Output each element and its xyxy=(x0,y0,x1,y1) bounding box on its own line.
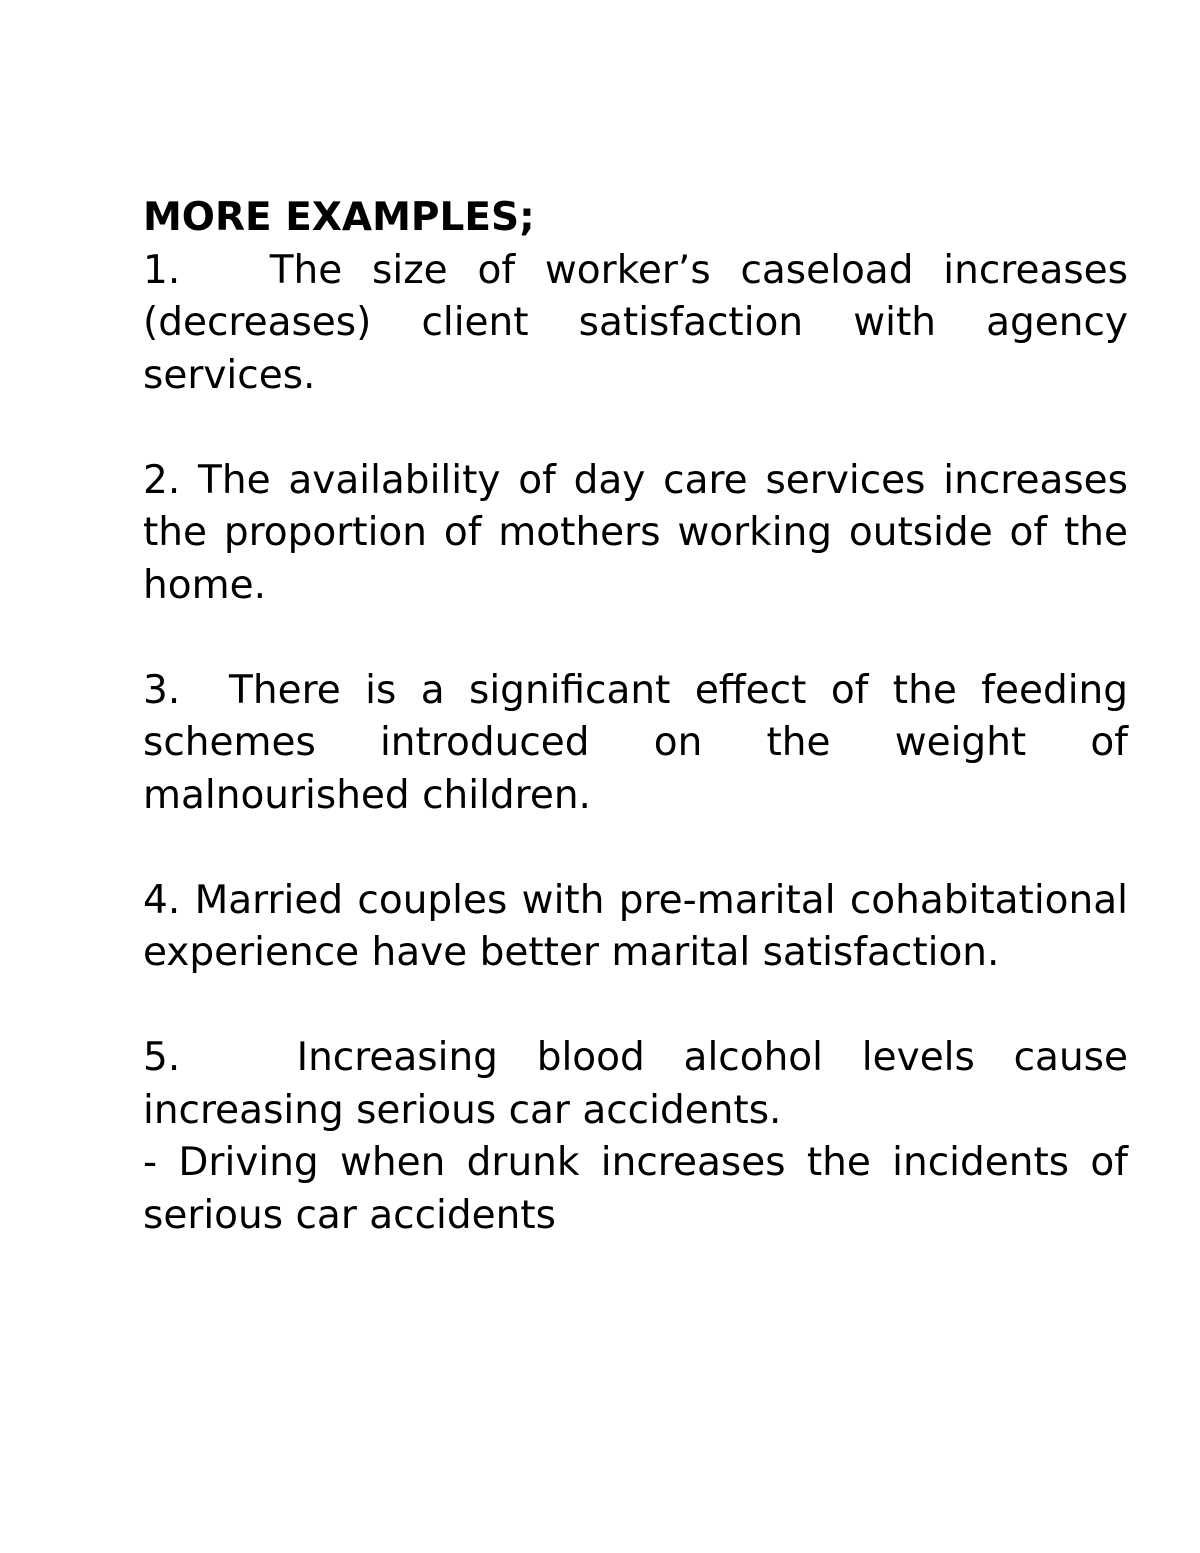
list-item-5-note: - Driving when drunk increases the incidents of serious car accidents xyxy=(143,1140,1128,1238)
list-item-3-text: There is a significant effect of the feeding schemes introduced on the weight of malnourished children. xyxy=(143,667,1129,818)
list-item-2-number: 2. xyxy=(143,457,181,503)
page-heading: MORE EXAMPLES; xyxy=(143,195,535,240)
list-item-4-text: Married couples with pre-marital cohabitational experience have better marital satisfaction. xyxy=(143,877,1128,975)
list-item-1 xyxy=(143,245,1128,403)
list-item-4-number: 4. xyxy=(143,877,181,923)
list-item-4 xyxy=(143,875,1128,980)
list-item-5-text: Increasing blood alcohol levels cause increasing serious car accidents. xyxy=(143,1035,1128,1133)
list-item-3 xyxy=(143,665,1128,823)
list-item-5-number: 5. xyxy=(143,1035,181,1080)
list-item-1-number: 1. xyxy=(143,247,181,293)
list-item-1-text: The size of worker’s caseload increases (decreases) client satisfaction with agency services. xyxy=(143,247,1128,398)
list-item-2 xyxy=(143,455,1128,613)
document-page xyxy=(143,192,1128,1242)
list-item-2-text: The availability of day care services increases the proportion of mothers working outside of the home. xyxy=(143,457,1128,608)
list-item-5 xyxy=(143,1032,1128,1137)
list-item-3-number: 3. xyxy=(143,667,181,713)
